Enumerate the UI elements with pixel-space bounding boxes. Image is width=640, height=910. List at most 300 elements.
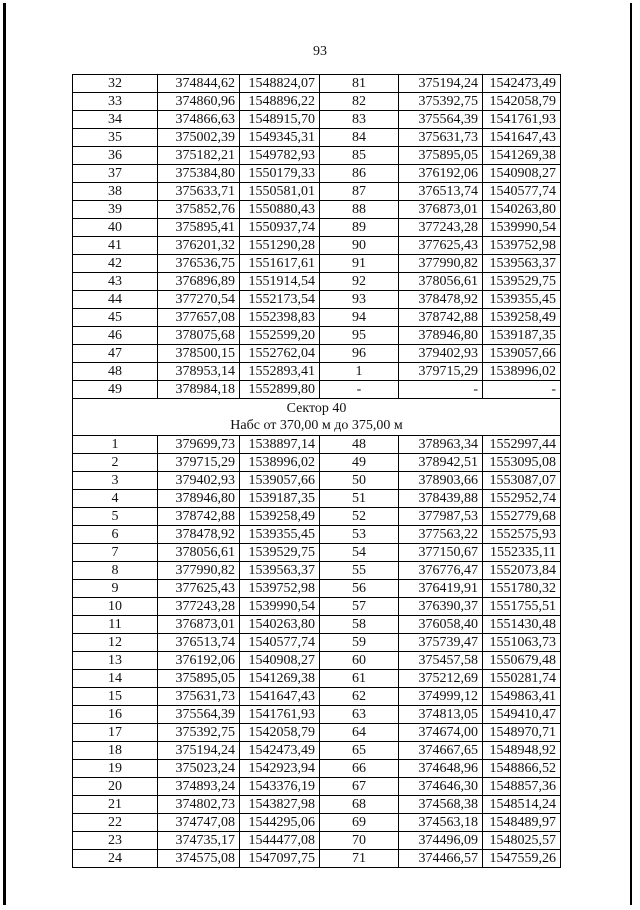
table-cell: 375392,75 — [158, 724, 240, 742]
table-cell: 46 — [73, 327, 158, 345]
table-row — [73, 616, 561, 634]
table-cell: 68 — [320, 796, 399, 814]
table-cell: 18 — [73, 742, 158, 760]
table-cell: 377150,67 — [399, 544, 483, 562]
table-row — [73, 75, 561, 93]
table-cell: 54 — [320, 544, 399, 562]
table-cell: 1548948,92 — [483, 742, 561, 760]
table-cell: 50 — [320, 472, 399, 490]
table-cell: 376776,47 — [399, 562, 483, 580]
table-row — [73, 327, 561, 345]
table-cell: 1548970,71 — [483, 724, 561, 742]
table-cell: 1539057,66 — [483, 345, 561, 363]
table-cell: - — [399, 381, 483, 399]
table-cell: 1551780,32 — [483, 580, 561, 598]
table-cell: 375852,76 — [158, 201, 240, 219]
table-cell: 1548489,97 — [483, 814, 561, 832]
table-cell: 1541269,38 — [483, 147, 561, 165]
table-cell: 1542923,94 — [240, 760, 320, 778]
table-cell: 3 — [73, 472, 158, 490]
table-cell: 1552779,68 — [483, 508, 561, 526]
table-cell: 378056,61 — [399, 273, 483, 291]
sector-subtitle: Набс от 370,00 м до 375,00 м — [230, 418, 403, 433]
table-cell: 378903,66 — [399, 472, 483, 490]
table-cell: 16 — [73, 706, 158, 724]
table-cell: 56 — [320, 580, 399, 598]
table-row — [73, 598, 561, 616]
table-row — [73, 129, 561, 147]
table-cell: 378500,15 — [158, 345, 240, 363]
table-row — [73, 165, 561, 183]
table-cell: 374802,73 — [158, 796, 240, 814]
table-cell: 376896,89 — [158, 273, 240, 291]
table-cell: 1539529,75 — [240, 544, 320, 562]
table-cell: 1552398,83 — [240, 309, 320, 327]
table-cell: 1552899,80 — [240, 381, 320, 399]
coordinates-table — [72, 74, 561, 868]
table-cell: 377243,28 — [399, 219, 483, 237]
table-cell: 58 — [320, 616, 399, 634]
table-cell: 1552997,44 — [483, 436, 561, 454]
table-cell: 49 — [73, 381, 158, 399]
table-row — [73, 273, 561, 291]
table-cell: 376873,01 — [158, 616, 240, 634]
table-cell: 376536,75 — [158, 255, 240, 273]
table-cell: 1550179,33 — [240, 165, 320, 183]
table-cell: 378742,88 — [158, 508, 240, 526]
table-cell: 1552599,20 — [240, 327, 320, 345]
table-row — [73, 309, 561, 327]
table-cell: 374466,57 — [399, 850, 483, 868]
table-cell: 1548514,24 — [483, 796, 561, 814]
table-cell: 1 — [73, 436, 158, 454]
table-cell: 1549410,47 — [483, 706, 561, 724]
table-cell: 1540263,80 — [240, 616, 320, 634]
table-cell: 39 — [73, 201, 158, 219]
table-cell: 376513,74 — [399, 183, 483, 201]
table-cell: 1542473,49 — [483, 75, 561, 93]
table-cell: 84 — [320, 129, 399, 147]
table-cell: 375564,39 — [158, 706, 240, 724]
table-cell: 87 — [320, 183, 399, 201]
table-cell: 1548866,52 — [483, 760, 561, 778]
table-cell: 1539187,35 — [240, 490, 320, 508]
table-row — [73, 490, 561, 508]
table-cell: 1543827,98 — [240, 796, 320, 814]
table-cell: 378742,88 — [399, 309, 483, 327]
table-cell: 377625,43 — [158, 580, 240, 598]
table-cell: 1548824,07 — [240, 75, 320, 93]
table-cell: 81 — [320, 75, 399, 93]
table-cell: 57 — [320, 598, 399, 616]
table-cell: 1539057,66 — [240, 472, 320, 490]
table-cell: 375895,05 — [158, 670, 240, 688]
table-cell: 1549345,31 — [240, 129, 320, 147]
table-cell: 376513,74 — [158, 634, 240, 652]
table-row — [73, 760, 561, 778]
table-cell: 377270,54 — [158, 291, 240, 309]
table-cell: 1548857,36 — [483, 778, 561, 796]
table-row — [73, 93, 561, 111]
table-cell: 34 — [73, 111, 158, 129]
table-cell: 379715,29 — [158, 454, 240, 472]
table-cell: 83 — [320, 111, 399, 129]
table-cell: 1539990,54 — [483, 219, 561, 237]
table-cell: 1550937,74 — [240, 219, 320, 237]
table-cell: 374674,00 — [399, 724, 483, 742]
table-cell: 42 — [73, 255, 158, 273]
table-cell: 375002,39 — [158, 129, 240, 147]
table-cell: 378075,68 — [158, 327, 240, 345]
table-cell: 35 — [73, 129, 158, 147]
table-cell: 1551914,54 — [240, 273, 320, 291]
table-cell: 1538996,02 — [240, 454, 320, 472]
table-cell: 375182,21 — [158, 147, 240, 165]
table-cell: 10 — [73, 598, 158, 616]
table-cell: 375384,80 — [158, 165, 240, 183]
table-cell: 64 — [320, 724, 399, 742]
table-cell: 85 — [320, 147, 399, 165]
table-cell: 375564,39 — [399, 111, 483, 129]
table-cell: 376192,06 — [399, 165, 483, 183]
table-cell: 67 — [320, 778, 399, 796]
table-row — [73, 237, 561, 255]
table-cell: 48 — [320, 436, 399, 454]
table-cell: 1551755,51 — [483, 598, 561, 616]
table-cell: 1544477,08 — [240, 832, 320, 850]
table-cell: 377987,53 — [399, 508, 483, 526]
table-cell: 22 — [73, 814, 158, 832]
table-cell: 65 — [320, 742, 399, 760]
table-cell: 1541647,43 — [240, 688, 320, 706]
table-cell: 376192,06 — [158, 652, 240, 670]
table-cell: 1538897,14 — [240, 436, 320, 454]
table-cell: 1542058,79 — [240, 724, 320, 742]
table-row — [73, 147, 561, 165]
table-cell: 48 — [73, 363, 158, 381]
table-cell: 9 — [73, 580, 158, 598]
table-cell: 378478,92 — [158, 526, 240, 544]
table-cell: 86 — [320, 165, 399, 183]
table-cell: 1540263,80 — [483, 201, 561, 219]
table-cell: 375392,75 — [399, 93, 483, 111]
table-cell: 375633,71 — [158, 183, 240, 201]
table-cell: - — [320, 381, 399, 399]
table-cell: 374999,12 — [399, 688, 483, 706]
table-cell: 375194,24 — [399, 75, 483, 93]
table-cell: 1551617,61 — [240, 255, 320, 273]
table-cell: 1548025,57 — [483, 832, 561, 850]
table-cell: 375739,47 — [399, 634, 483, 652]
table-cell: 1551430,48 — [483, 616, 561, 634]
table-row — [73, 508, 561, 526]
table-row — [73, 454, 561, 472]
table-cell: 1550281,74 — [483, 670, 561, 688]
table-cell: 41 — [73, 237, 158, 255]
table-cell: 375631,73 — [158, 688, 240, 706]
table-body-bottom — [73, 436, 561, 868]
table-cell: 1550880,43 — [240, 201, 320, 219]
table-cell: 70 — [320, 832, 399, 850]
table-cell: 59 — [320, 634, 399, 652]
table-cell: 1539563,37 — [240, 562, 320, 580]
table-cell: 19 — [73, 760, 158, 778]
table-row — [73, 111, 561, 129]
table-cell: 1539258,49 — [240, 508, 320, 526]
table-cell: 1549863,41 — [483, 688, 561, 706]
table-cell: 1541647,43 — [483, 129, 561, 147]
sector-header-row — [73, 399, 561, 436]
table-cell: 378439,88 — [399, 490, 483, 508]
table-row — [73, 724, 561, 742]
table-cell: 1552575,93 — [483, 526, 561, 544]
table-row — [73, 472, 561, 490]
table-row — [73, 796, 561, 814]
table-cell: 374860,96 — [158, 93, 240, 111]
table-cell: 1 — [320, 363, 399, 381]
table-cell: 378963,34 — [399, 436, 483, 454]
table-cell: 377990,82 — [399, 255, 483, 273]
table-cell: 375895,41 — [158, 219, 240, 237]
table-row — [73, 850, 561, 868]
table-cell: 1542473,49 — [240, 742, 320, 760]
table-cell: 1552762,04 — [240, 345, 320, 363]
table-cell: 6 — [73, 526, 158, 544]
table-cell: 66 — [320, 760, 399, 778]
table-cell: 1539355,45 — [483, 291, 561, 309]
table-cell: 379402,93 — [158, 472, 240, 490]
table-cell: 1540908,27 — [483, 165, 561, 183]
table-cell: 374813,05 — [399, 706, 483, 724]
table-cell: 377563,22 — [399, 526, 483, 544]
table-cell: 15 — [73, 688, 158, 706]
table-cell: 63 — [320, 706, 399, 724]
table-cell: 379715,29 — [399, 363, 483, 381]
table-cell: 96 — [320, 345, 399, 363]
table-cell: 376873,01 — [399, 201, 483, 219]
table-cell: 376419,91 — [399, 580, 483, 598]
table-cell: 36 — [73, 147, 158, 165]
table-cell: 1552073,84 — [483, 562, 561, 580]
table-cell: 375631,73 — [399, 129, 483, 147]
table-cell: 374496,09 — [399, 832, 483, 850]
table-cell: 374844,62 — [158, 75, 240, 93]
table-cell: 378942,51 — [399, 454, 483, 472]
table-cell: 1541269,38 — [240, 670, 320, 688]
table-cell: 375895,05 — [399, 147, 483, 165]
table-cell: 374568,38 — [399, 796, 483, 814]
table-cell: 1540577,74 — [483, 183, 561, 201]
table-cell: 374735,17 — [158, 832, 240, 850]
table-row — [73, 255, 561, 273]
table-cell: 374646,30 — [399, 778, 483, 796]
table-row — [73, 436, 561, 454]
table-cell: 5 — [73, 508, 158, 526]
table-cell: 1538996,02 — [483, 363, 561, 381]
table-cell: 4 — [73, 490, 158, 508]
table-row — [73, 363, 561, 381]
table-row — [73, 291, 561, 309]
table-row — [73, 670, 561, 688]
table-row — [73, 544, 561, 562]
table-cell: 61 — [320, 670, 399, 688]
table-row — [73, 688, 561, 706]
table-cell: 1553095,08 — [483, 454, 561, 472]
table-cell: 375023,24 — [158, 760, 240, 778]
table-cell: 1539258,49 — [483, 309, 561, 327]
table-cell: 12 — [73, 634, 158, 652]
table-cell: 1539990,54 — [240, 598, 320, 616]
table-cell: 2 — [73, 454, 158, 472]
table-cell: 49 — [320, 454, 399, 472]
table-cell: 14 — [73, 670, 158, 688]
table-cell: 1547559,26 — [483, 850, 561, 868]
table-cell: 1539563,37 — [483, 255, 561, 273]
table-cell: 1548896,22 — [240, 93, 320, 111]
table-cell: 1550679,48 — [483, 652, 561, 670]
table-cell: 95 — [320, 327, 399, 345]
table-cell: 71 — [320, 850, 399, 868]
table-row — [73, 652, 561, 670]
table-body-top — [73, 75, 561, 399]
table-cell: 47 — [73, 345, 158, 363]
table-cell: 23 — [73, 832, 158, 850]
table-cell: 1552893,41 — [240, 363, 320, 381]
table-cell: 8 — [73, 562, 158, 580]
table-cell: 33 — [73, 93, 158, 111]
table-row — [73, 201, 561, 219]
table-cell: 82 — [320, 93, 399, 111]
table-cell: 374893,24 — [158, 778, 240, 796]
table-cell: 93 — [320, 291, 399, 309]
page-number: 93 — [313, 44, 327, 59]
table-row — [73, 742, 561, 760]
table-cell: 1539752,98 — [483, 237, 561, 255]
table-cell: 1540908,27 — [240, 652, 320, 670]
table-cell: 92 — [320, 273, 399, 291]
table-cell: 1541761,93 — [483, 111, 561, 129]
table-cell: 1544295,06 — [240, 814, 320, 832]
table-cell: 378984,18 — [158, 381, 240, 399]
table-cell: 1539752,98 — [240, 580, 320, 598]
table-cell: 1549782,93 — [240, 147, 320, 165]
table-cell: 379402,93 — [399, 345, 483, 363]
table-cell: 17 — [73, 724, 158, 742]
table-row — [73, 778, 561, 796]
table-cell: 1547097,75 — [240, 850, 320, 868]
table-row — [73, 526, 561, 544]
table-cell: 376390,37 — [399, 598, 483, 616]
table-row — [73, 832, 561, 850]
table-cell: 32 — [73, 75, 158, 93]
table-cell: 378953,14 — [158, 363, 240, 381]
table-cell: 377990,82 — [158, 562, 240, 580]
table-cell: 69 — [320, 814, 399, 832]
table-cell: 60 — [320, 652, 399, 670]
table-cell: 377625,43 — [399, 237, 483, 255]
table-cell: 375212,69 — [399, 670, 483, 688]
table-cell: 11 — [73, 616, 158, 634]
table-cell: 1540577,74 — [240, 634, 320, 652]
table-cell: 44 — [73, 291, 158, 309]
table-cell: 375457,58 — [399, 652, 483, 670]
table-cell: 377243,28 — [158, 598, 240, 616]
table-cell: 378478,92 — [399, 291, 483, 309]
table-cell: 375194,24 — [158, 742, 240, 760]
sector-title: Сектор 40 — [286, 401, 347, 416]
table-cell: 1550581,01 — [240, 183, 320, 201]
table-cell: 40 — [73, 219, 158, 237]
table-cell: 1551063,73 — [483, 634, 561, 652]
table-cell: 52 — [320, 508, 399, 526]
table-row — [73, 219, 561, 237]
table-row — [73, 183, 561, 201]
table-cell: 1543376,19 — [240, 778, 320, 796]
table-cell: 1539529,75 — [483, 273, 561, 291]
table-cell: 378056,61 — [158, 544, 240, 562]
table-cell: 55 — [320, 562, 399, 580]
table-cell: 89 — [320, 219, 399, 237]
table-cell: 37 — [73, 165, 158, 183]
table-cell: 378946,80 — [158, 490, 240, 508]
table-row — [73, 345, 561, 363]
table-cell: 13 — [73, 652, 158, 670]
table-cell: - — [483, 381, 561, 399]
table-cell: 374575,08 — [158, 850, 240, 868]
table-cell: 90 — [320, 237, 399, 255]
table-cell: 53 — [320, 526, 399, 544]
table-cell: 378946,80 — [399, 327, 483, 345]
table-cell: 1551290,28 — [240, 237, 320, 255]
table-cell: 21 — [73, 796, 158, 814]
table-cell: 374866,63 — [158, 111, 240, 129]
table-cell: 377657,08 — [158, 309, 240, 327]
table-cell: 94 — [320, 309, 399, 327]
table-cell: 1542058,79 — [483, 93, 561, 111]
table-cell: 88 — [320, 201, 399, 219]
table-cell: 1552335,11 — [483, 544, 561, 562]
table-cell: 1541761,93 — [240, 706, 320, 724]
table-row — [73, 580, 561, 598]
table-row — [73, 381, 561, 399]
table-cell: 374563,18 — [399, 814, 483, 832]
table-cell: 45 — [73, 309, 158, 327]
table-row — [73, 706, 561, 724]
table-cell: 1539355,45 — [240, 526, 320, 544]
table-cell: 374648,96 — [399, 760, 483, 778]
table-cell: 24 — [73, 850, 158, 868]
table-cell: 38 — [73, 183, 158, 201]
table-cell: 379699,73 — [158, 436, 240, 454]
table-cell: 62 — [320, 688, 399, 706]
table-cell: 20 — [73, 778, 158, 796]
sector-header-body — [73, 399, 561, 436]
table-row — [73, 634, 561, 652]
table-cell: 376058,40 — [399, 616, 483, 634]
table-cell: 376201,32 — [158, 237, 240, 255]
table-cell: 1553087,07 — [483, 472, 561, 490]
table-cell: 374747,08 — [158, 814, 240, 832]
table-row — [73, 814, 561, 832]
table-cell: 91 — [320, 255, 399, 273]
table-cell: 7 — [73, 544, 158, 562]
table-cell: 51 — [320, 490, 399, 508]
table-cell: 43 — [73, 273, 158, 291]
table-cell: 1552173,54 — [240, 291, 320, 309]
table-cell: 374667,65 — [399, 742, 483, 760]
table-cell: 1548915,70 — [240, 111, 320, 129]
table-cell: 1552952,74 — [483, 490, 561, 508]
